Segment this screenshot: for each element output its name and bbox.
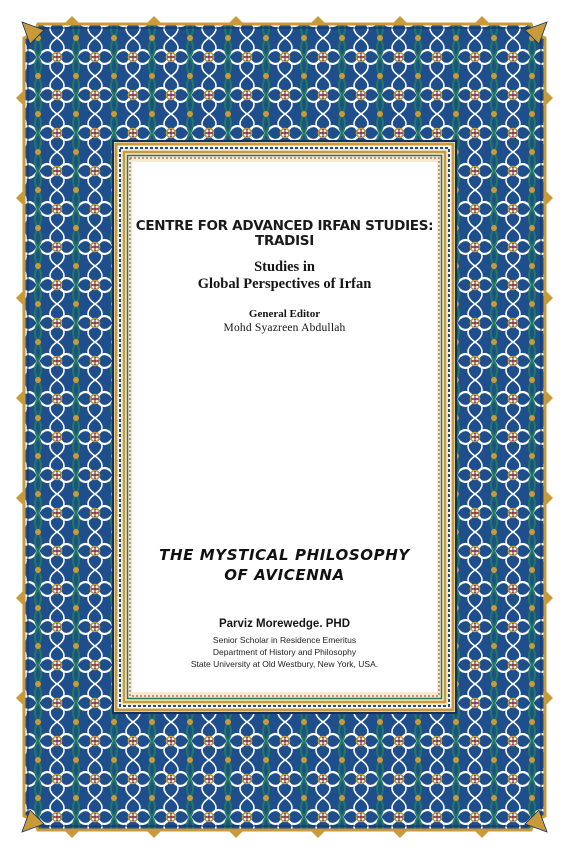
editor-name: Mohd Syazreen Abdullah <box>223 322 346 334</box>
author-name: Parviz Morewedge. PHD <box>218 618 350 630</box>
author-affiliation-2: Department of History and Philosophy <box>212 647 357 657</box>
author-affiliation-1: Senior Scholar in Residence Emeritus <box>212 635 357 645</box>
book-title-line-1: THE MYSTICAL PHILOSOPHY <box>159 546 410 564</box>
editor-label: General Editor <box>248 308 321 320</box>
title-page-panel <box>132 162 437 692</box>
series-title <box>132 219 437 249</box>
book-title-line-2: OF AVICENNA <box>224 566 345 584</box>
series-title-line-1: CENTRE FOR ADVANCED IRFAN STUDIES: <box>135 218 434 234</box>
series-subtitle-line-1: Studies in <box>254 259 315 275</box>
book-title <box>132 545 437 585</box>
author-affiliation-3: State University at Old Westbury, New York, USA. <box>190 659 379 669</box>
series-subtitle <box>132 259 437 293</box>
series-subtitle-line-2: Global Perspectives of Irfan <box>197 276 372 292</box>
series-title-line-2: TRADISI <box>255 233 314 249</box>
